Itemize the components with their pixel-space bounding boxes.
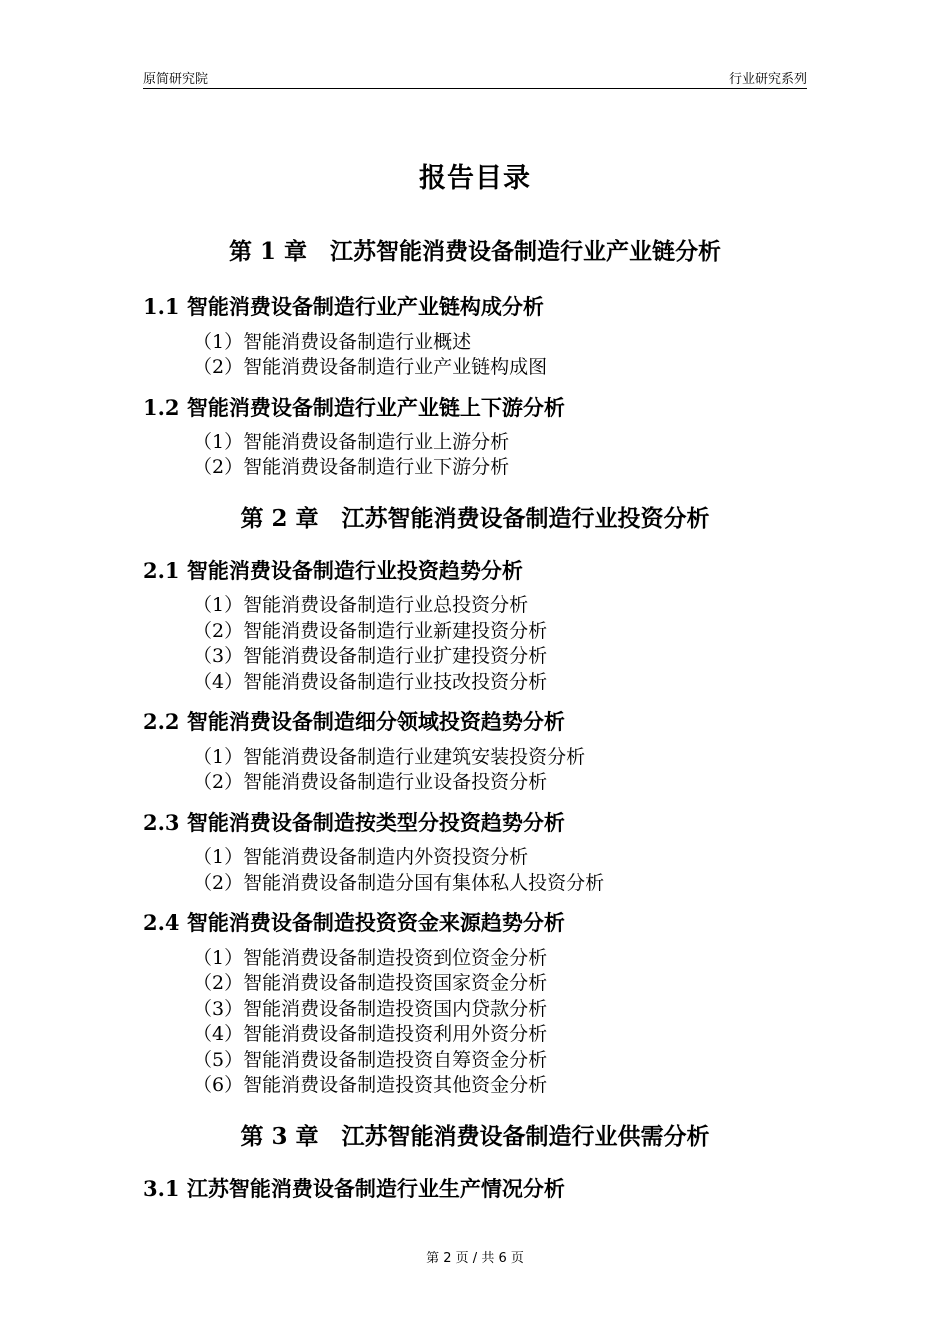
toc-item: （6）智能消费设备制造投资其他资金分析 <box>193 1074 548 1096</box>
toc-item: （1）智能消费设备制造投资到位资金分析 <box>193 947 548 969</box>
toc-item: （1）智能消费设备制造行业建筑安装投资分析 <box>193 746 586 768</box>
toc-item: （2）智能消费设备制造投资国家资金分析 <box>193 972 548 994</box>
toc-item: （4）智能消费设备制造行业技改投资分析 <box>193 671 548 693</box>
section-heading: 1.2 智能消费设备制造行业产业链上下游分析 <box>143 395 565 420</box>
header-right-text: 行业研究系列 <box>728 72 807 87</box>
section-heading: 2.1 智能消费设备制造行业投资趋势分析 <box>143 558 523 583</box>
page-title: 报告目录 <box>419 163 531 194</box>
toc-item: （2）智能消费设备制造行业产业链构成图 <box>193 356 548 378</box>
toc-item: （3）智能消费设备制造行业扩建投资分析 <box>193 645 548 667</box>
chapter-heading: 第 3 章 江苏智能消费设备制造行业供需分析 <box>240 1123 710 1150</box>
toc-item: （5）智能消费设备制造投资自筹资金分析 <box>193 1049 548 1071</box>
toc-item: （1）智能消费设备制造行业上游分析 <box>193 431 510 453</box>
toc-item: （1）智能消费设备制造行业总投资分析 <box>193 594 529 616</box>
section-heading: 2.3 智能消费设备制造按类型分投资趋势分析 <box>143 810 565 835</box>
section-heading: 2.2 智能消费设备制造细分领域投资趋势分析 <box>143 709 565 734</box>
toc-item: （2）智能消费设备制造行业设备投资分析 <box>193 771 548 793</box>
section-heading: 1.1 智能消费设备制造行业产业链构成分析 <box>143 294 544 319</box>
toc-item: （3）智能消费设备制造投资国内贷款分析 <box>193 998 548 1020</box>
toc-item: （4）智能消费设备制造投资利用外资分析 <box>193 1023 548 1045</box>
toc-item: （1）智能消费设备制造内外资投资分析 <box>193 846 529 868</box>
section-heading: 3.1 江苏智能消费设备制造行业生产情况分析 <box>143 1176 565 1201</box>
chapter-heading: 第 2 章 江苏智能消费设备制造行业投资分析 <box>240 505 710 532</box>
section-heading: 2.4 智能消费设备制造投资资金来源趋势分析 <box>143 910 565 935</box>
chapter-heading: 第 1 章 江苏智能消费设备制造行业产业链分析 <box>228 238 722 265</box>
toc-item: （2）智能消费设备制造行业下游分析 <box>193 456 510 478</box>
toc-item: （2）智能消费设备制造分国有集体私人投资分析 <box>193 872 605 894</box>
toc-item: （1）智能消费设备制造行业概述 <box>193 331 472 353</box>
header-left-text: 原简研究院 <box>143 72 209 87</box>
page-footer: 第 2 页 / 共 6 页 <box>426 1251 524 1266</box>
toc-item: （2）智能消费设备制造行业新建投资分析 <box>193 620 548 642</box>
page-header <box>143 64 807 89</box>
